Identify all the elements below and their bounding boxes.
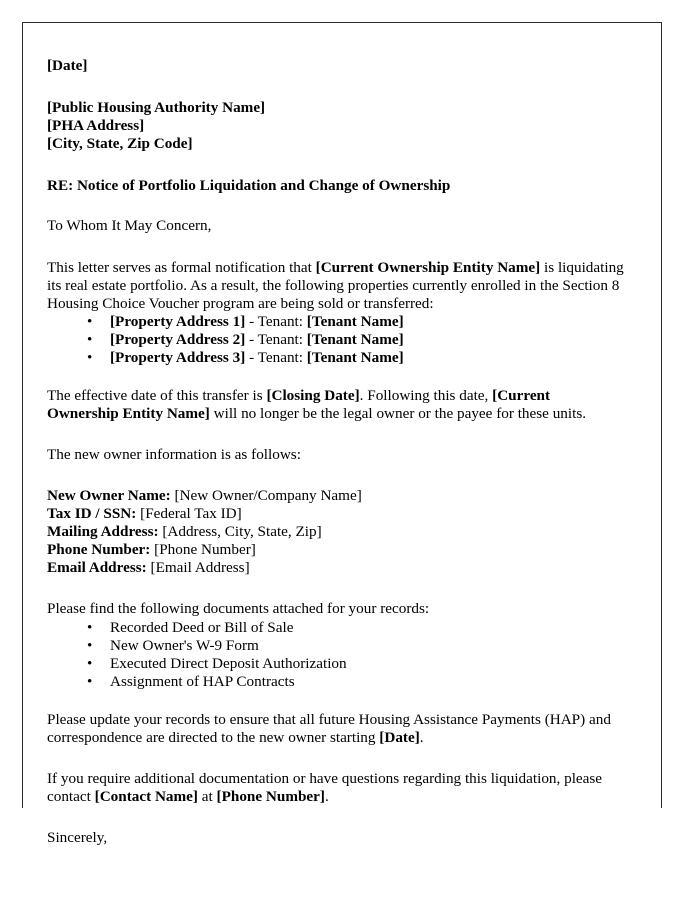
update-part2: . — [419, 728, 424, 746]
letter-body — [47, 45, 625, 847]
subject-line — [47, 177, 625, 195]
date-placeholder: [Date] — [47, 57, 88, 74]
mailing-address-field — [47, 523, 625, 541]
contact-name-placeholder: [Contact Name] — [94, 788, 198, 806]
contact-phone-placeholder: [Phone Number] — [216, 788, 325, 806]
recipient-city-state-zip — [47, 135, 625, 153]
property-address: [Property Address 2] — [110, 331, 246, 349]
intro-part2: is liquidating its real estate portfolio. As a result, the following properties currently enrolled in the Section 8 Housing Choice Voucher program are being sold or transferred: — [47, 258, 624, 312]
property-separator: - Tenant: — [245, 312, 307, 330]
mailing-address-label: Mailing Address: — [47, 523, 159, 541]
property-list — [47, 313, 625, 368]
salutation: To Whom It May Concern, — [47, 217, 212, 235]
list-item: • Recorded Deed or Bill of Sale — [87, 619, 625, 637]
tenant-name: [Tenant Name] — [306, 331, 404, 349]
contact-part3: . — [324, 788, 329, 806]
update-records-paragraph — [47, 711, 625, 747]
list-item: • New Owner's W-9 Form — [87, 637, 625, 655]
intro-paragraph — [47, 259, 625, 313]
email-address-field — [47, 559, 625, 577]
property-separator: - Tenant: — [245, 331, 307, 349]
new-owner-info-block — [47, 487, 625, 577]
recipient-city-state-zip-text: [City, State, Zip Code] — [47, 135, 193, 153]
list-item — [87, 313, 625, 331]
list-item — [87, 349, 625, 367]
property-address: [Property Address 3] — [110, 349, 246, 367]
list-item: • Executed Direct Deposit Authorization — [87, 655, 625, 673]
tenant-name: [Tenant Name] — [306, 349, 404, 367]
phone-number-value: [Phone Number] — [154, 541, 256, 559]
attachments-intro: Please find the following documents attached for your records: — [47, 600, 430, 618]
tax-id-label: Tax ID / SSN: — [47, 505, 137, 523]
effective-part1: The effective date of this transfer is — [47, 386, 267, 404]
document-page — [22, 22, 662, 847]
effective-date-paragraph — [47, 387, 625, 423]
new-owner-name-label: New Owner Name: — [47, 487, 171, 505]
recipient-authority-name-text: [Public Housing Authority Name] — [47, 99, 266, 117]
list-item — [87, 331, 625, 349]
effective-entity-placeholder: [Current Ownership Entity Name] — [47, 386, 551, 422]
tenant-name: [Tenant Name] — [306, 312, 404, 330]
tax-id-field — [47, 505, 625, 523]
property-separator: - Tenant: — [245, 349, 307, 367]
new-owner-name-field — [47, 487, 625, 505]
update-date-placeholder: [Date] — [379, 728, 420, 746]
letter-date — [47, 57, 625, 75]
effective-part3: will no longer be the legal owner or the payee for these units. — [209, 404, 587, 422]
attachments-list — [47, 619, 625, 692]
tax-id-value: [Federal Tax ID] — [140, 505, 242, 523]
email-address-label: Email Address: — [47, 559, 147, 577]
phone-number-field — [47, 541, 625, 559]
contact-part2: at — [197, 788, 217, 806]
mailing-address-value: [Address, City, State, Zip] — [162, 523, 322, 541]
intro-entity-placeholder: [Current Ownership Entity Name] — [315, 258, 541, 276]
recipient-address — [47, 117, 625, 135]
update-part1: Please update your records to ensure that all future Housing Assistance Payments (HAP) and correspondence are directed to the new owner starting — [47, 710, 611, 746]
closing-salutation: Sincerely, — [47, 829, 108, 847]
property-address: [Property Address 1] — [110, 312, 246, 330]
contact-paragraph — [47, 770, 625, 806]
effective-part2: . Following this date, — [359, 386, 493, 404]
email-address-value: [Email Address] — [150, 559, 250, 577]
recipient-address-text: [PHA Address] — [47, 117, 145, 135]
contact-part1: If you require additional documentation or have questions regarding this liquidation, please contact — [47, 769, 603, 806]
list-item: • Assignment of HAP Contracts — [87, 673, 625, 691]
intro-part1: This letter serves as formal notification that — [47, 258, 316, 276]
phone-number-label: Phone Number: — [47, 541, 151, 559]
new-owner-name-value: [New Owner/Company Name] — [174, 487, 362, 505]
closing-date-placeholder: [Closing Date] — [266, 386, 360, 404]
new-owner-intro: The new owner information is as follows: — [47, 445, 301, 463]
subject-line-text: RE: Notice of Portfolio Liquidation and Change of Ownership — [47, 177, 451, 195]
recipient-address-block — [47, 99, 625, 153]
recipient-authority-name — [47, 99, 625, 117]
